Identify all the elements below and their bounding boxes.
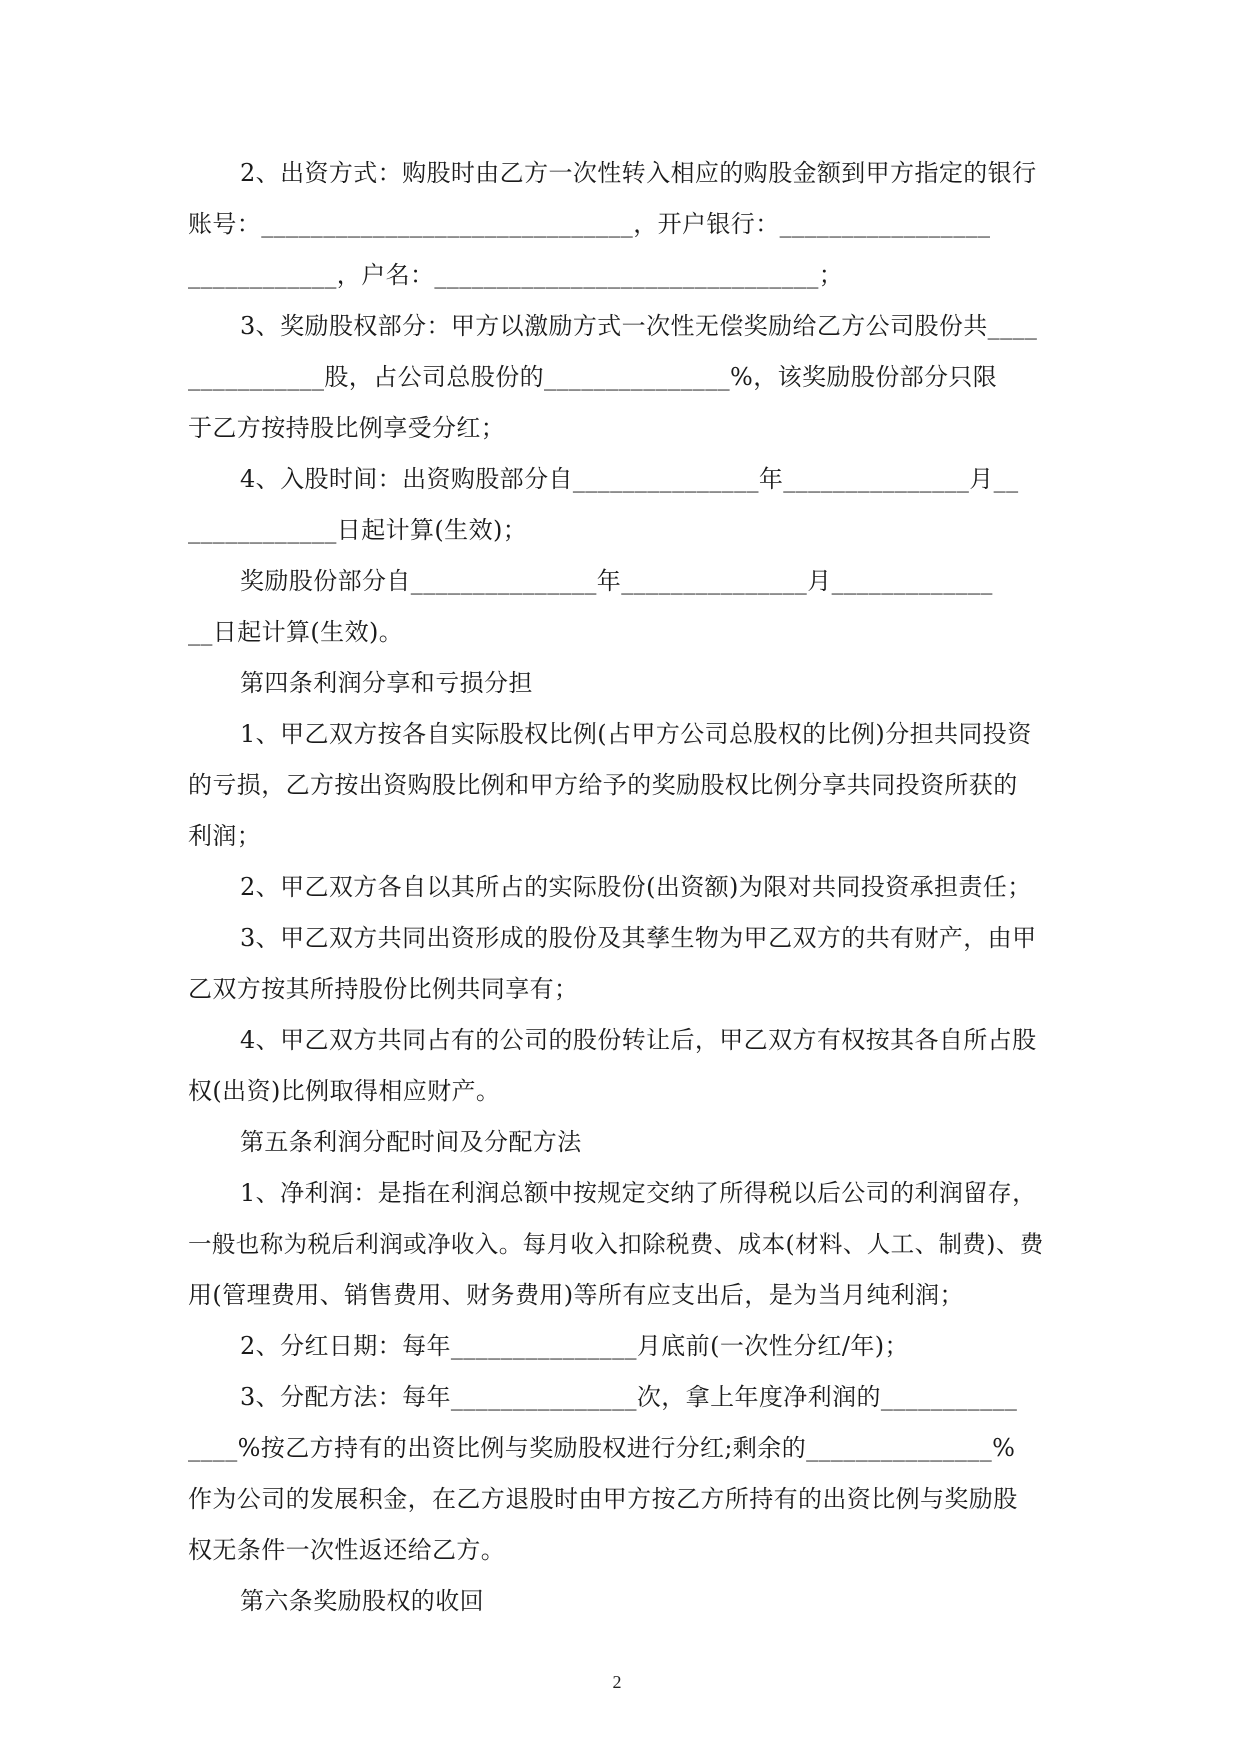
- text-line: 于乙方按持股比例享受分红；: [188, 414, 506, 442]
- text-line: __日起计算(生效)。: [188, 618, 404, 646]
- text-line: 4、入股时间：出资购股部分自_______________年_______________月__: [240, 465, 1019, 493]
- text-line: 利润；: [188, 822, 262, 850]
- text-line: 权无条件一次性返还给乙方。: [188, 1536, 506, 1564]
- text-line: 3、奖励股权部分：甲方以激励方式一次性无偿奖励给乙方公司股份共____: [240, 312, 1038, 340]
- text-line: 乙双方按其所持股份比例共同享有；: [188, 975, 579, 1003]
- text-line: 第六条奖励股权的收回: [240, 1587, 484, 1615]
- text-line: ____________日起计算(生效)；: [188, 516, 528, 544]
- text-line: 4、甲乙双方共同占有的公司的股份转让后，甲乙双方有权按其各自所占股: [240, 1026, 1037, 1054]
- text-line: 作为公司的发展积金，在乙方退股时由甲方按乙方所持有的出资比例与奖励股: [188, 1485, 1018, 1513]
- text-line: 1、净利润：是指在利润总额中按规定交纳了所得税以后公司的利润留存，: [240, 1179, 1037, 1207]
- text-line: 2、甲乙双方各自以其所占的实际股份(出资额)为限对共同投资承担责任；: [240, 873, 1032, 901]
- text-line: 2、分红日期：每年_______________月底前(一次性分红/年)；: [240, 1332, 909, 1360]
- text-line: ___________股，占公司总股份的_______________%，该奖励股份部分只限: [188, 363, 998, 391]
- text-line: 1、甲乙双方按各自实际股权比例(占甲方公司总股权的比例)分担共同投资: [240, 720, 1032, 748]
- text-line: 3、分配方法：每年_______________次，拿上年度净利润的___________: [240, 1383, 1018, 1411]
- text-line: 2、出资方式：购股时由乙方一次性转入相应的购股金额到甲方指定的银行: [240, 159, 1037, 187]
- text-line: 第五条利润分配时间及分配方法: [240, 1128, 582, 1156]
- text-line: 第四条利润分享和亏损分担: [240, 669, 533, 697]
- text-line: 3、甲乙双方共同出资形成的股份及其孳生物为甲乙双方的共有财产，由甲: [240, 924, 1037, 952]
- page-number: 2: [612, 1672, 622, 1692]
- text-line: 奖励股份部分自_______________年_______________月_____________: [240, 567, 993, 595]
- text-line: 账号：______________________________，开户银行：_________________: [188, 210, 991, 238]
- text-line: ____________，户名：_______________________________；: [188, 261, 844, 289]
- text-line: 的亏损，乙方按出资购股比例和甲方给予的奖励股权比例分享共同投资所获的: [188, 771, 1018, 799]
- document-body: [188, 148, 1048, 1627]
- text-line: ____%按乙方持有的出资比例与奖励股权进行分红;剩余的_______________%: [188, 1434, 1016, 1462]
- text-line: 权(出资)比例取得相应财产。: [188, 1077, 501, 1105]
- text-line: 一般也称为税后利润或净收入。每月收入扣除税费、成本(材料、人工、制费)、费: [188, 1230, 1044, 1258]
- text-line: 用(管理费用、销售费用、财务费用)等所有应支出后，是为当月纯利润；: [188, 1281, 964, 1309]
